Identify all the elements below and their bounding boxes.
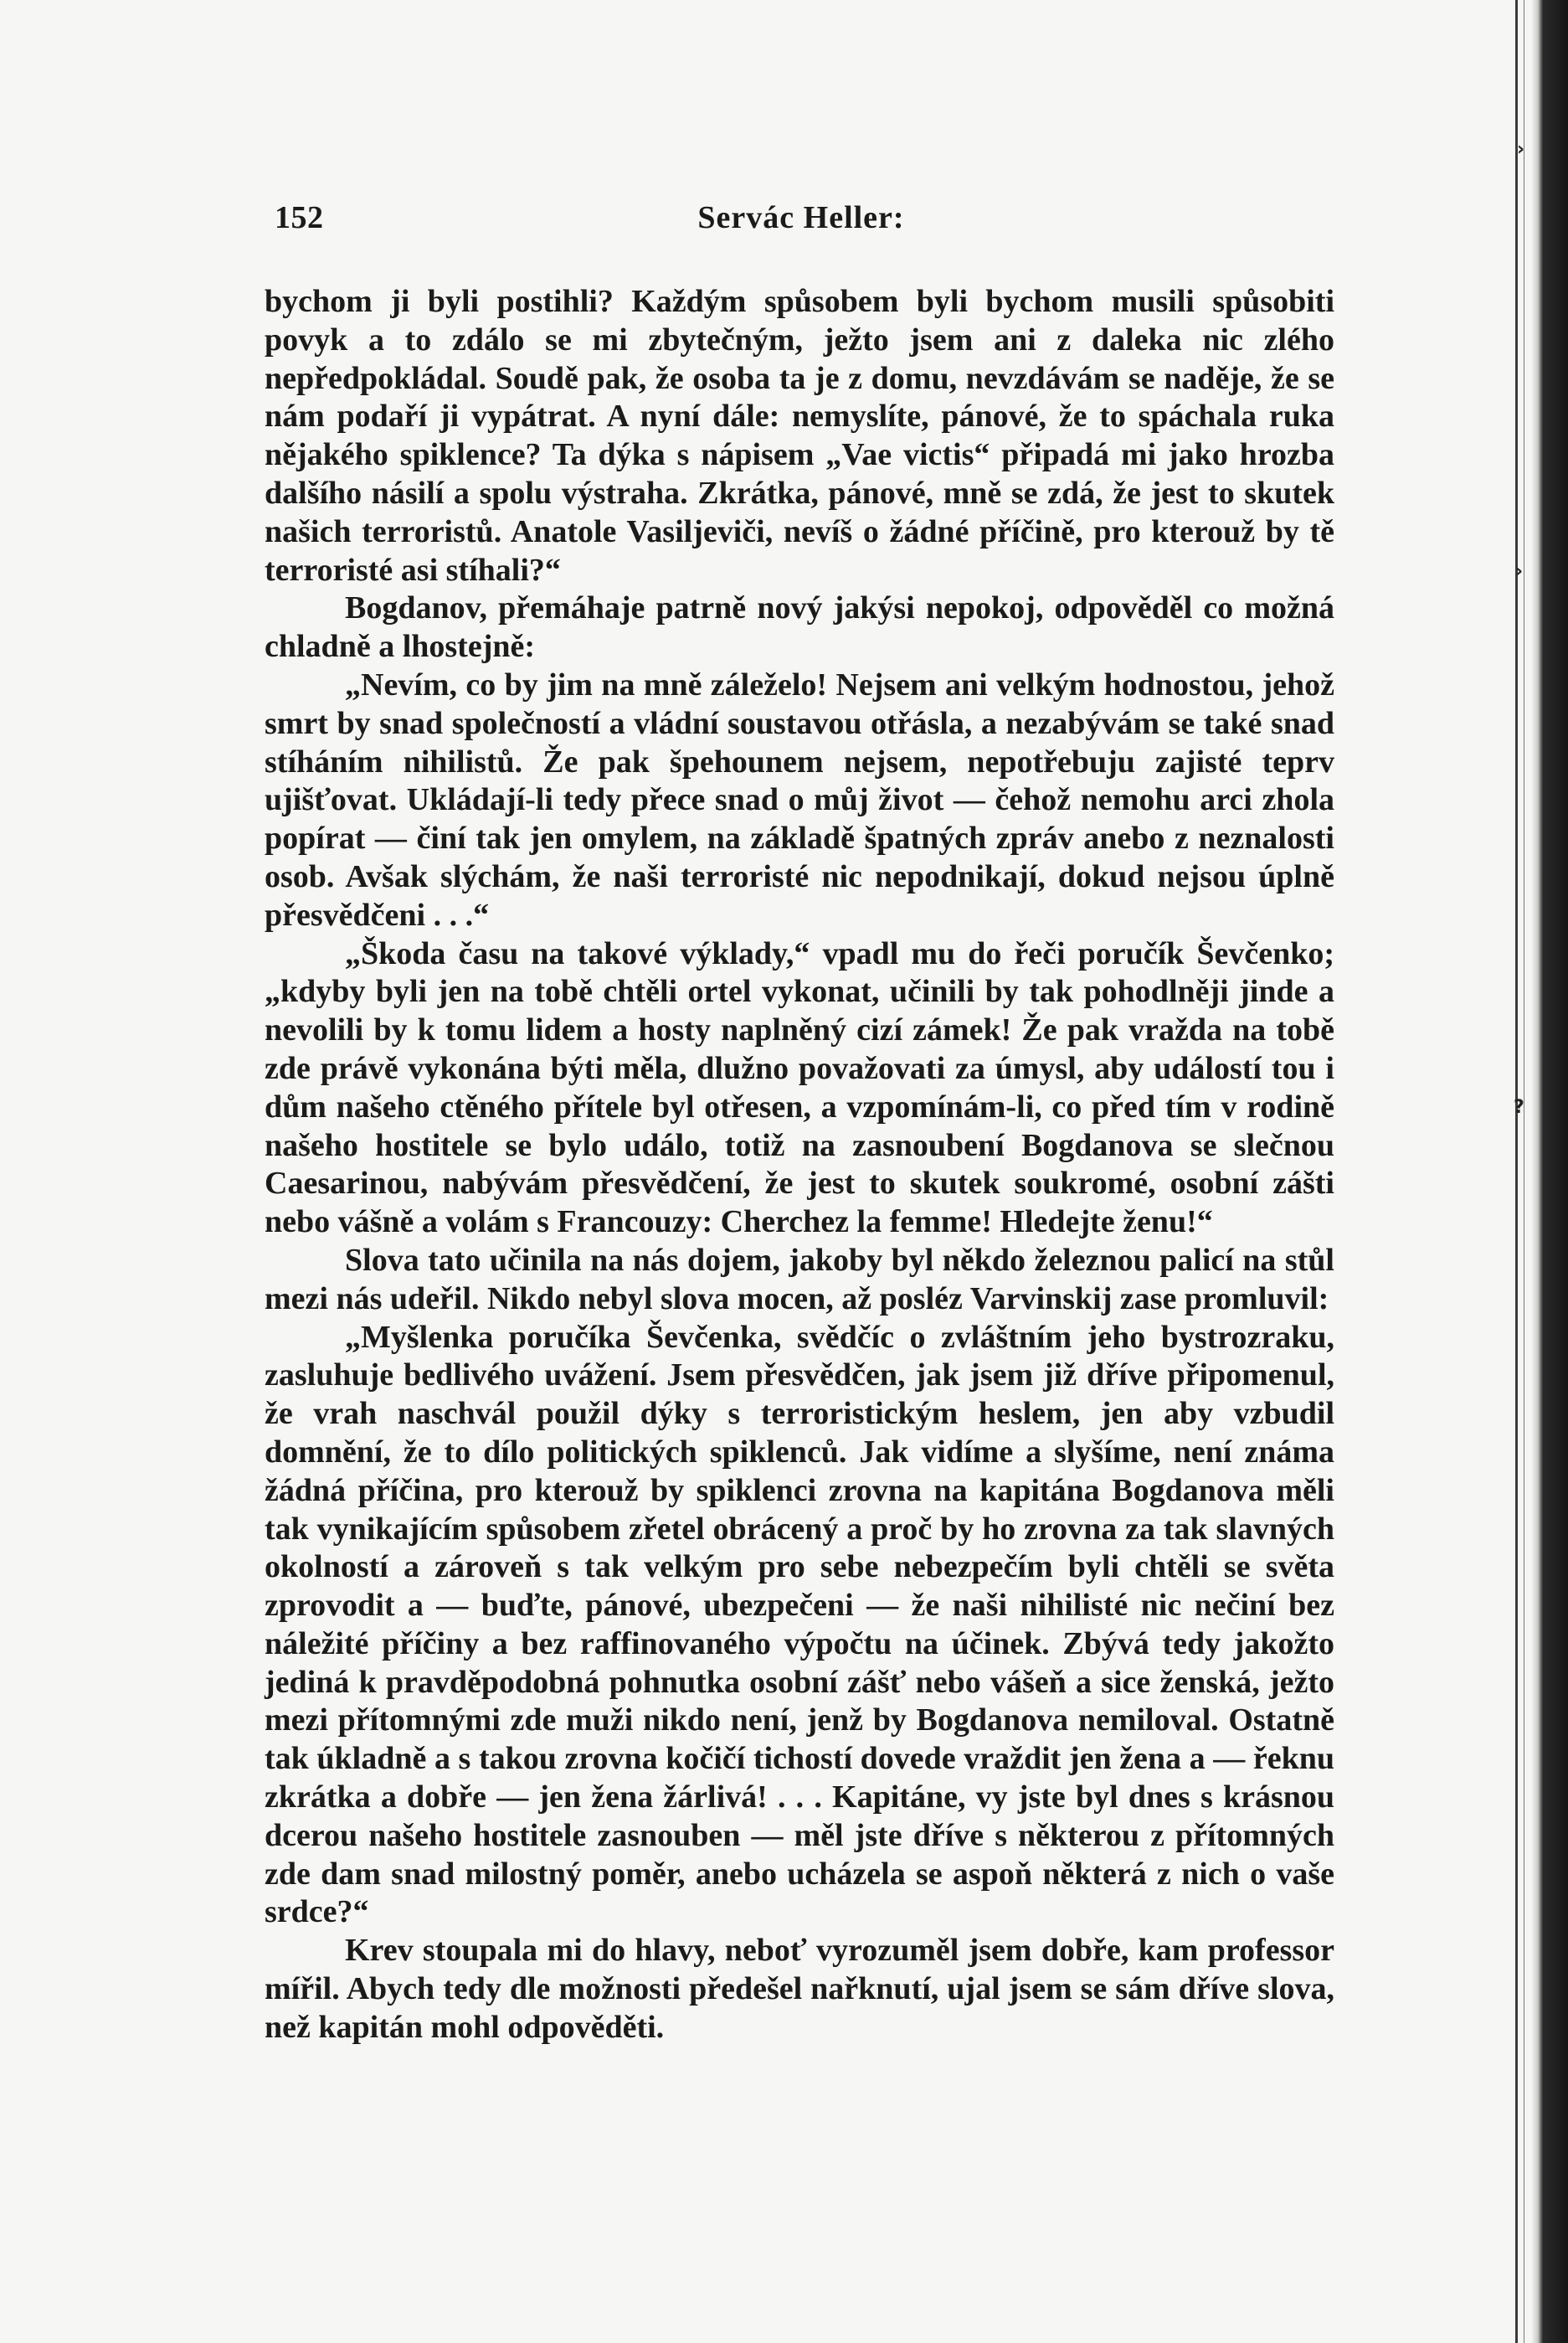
- margin-speck: ›: [1517, 139, 1525, 160]
- paragraph: Krev stoupala mi do hlavy, neboť vyrozuměl jsem dobře, kam professor mířil. Abych tedy dle možnosti předešel nařknutí, ujal jsem se sám dříve slova, než kapitán mohl odpověděti.: [265, 1933, 1334, 2045]
- paragraph: Slova tato učinila na nás dojem, jakoby byl někdo železnou palicí na stůl mezi nás udeřil. Nikdo nebyl slova mocen, až posléz Varvinskij zase promluvil:: [265, 1242, 1334, 1316]
- paragraph: „Škoda času na takové výklady,“ vpadl mu do řeči poručík Ševčenko; „kdyby byli jen na tobě chtěli ortel vykonat, učinili by tak pohodlněji jinde a nevolili by k tomu lidem a hosty naplněný cizí zámek! Že pak vražda na tobě zde právě vykonána býti měla, dlužno považovati za úmysl, aby událostí tou i dům našeho ctěného přítele byl otřesen, a vzpomínám-li, co před tím v rodině našeho hostitele se bylo událo, totiž na zasnoubení Bogdanova se slečnou Caesarinou, nabývám přesvědčení, že jest to skutek soukromé, osobní zášti nebo vášně a volám s Francouzy: Cherchez la femme! Hledejte ženu!“: [265, 935, 1334, 1240]
- page-edge-line: [1515, 0, 1518, 2343]
- book-spine-shadow: [1531, 0, 1568, 2343]
- body-text: [265, 283, 1334, 2047]
- page-header: [275, 199, 1328, 241]
- page-number: 152: [275, 200, 324, 235]
- margin-speck: ›: [1515, 561, 1524, 582]
- paragraph: bychom ji byli postihli? Každým spůsobem byli bychom musili spůsobiti povyk a to zdálo se mi zbytečným, ježto jsem ani z daleka nic zlého nepředpokládal. Soudě pak, že osoba ta je z domu, nevzdávám se naděje, že se nám podaří ji vypátrat. A nyní dále: nemyslíte, pánové, že to spáchala ruka nějakého spiklence? Ta dýka s nápisem „Vae victis“ připadá mi jako hrozba dalšího násilí a spolu výstraha. Zkrátka, pánové, mně se zdá, že jest to skutek našich terroristů. Anatole Vasiljeviči, nevíš o žádné příčině, pro kterouž by tě terroristé asi stíhali?“: [265, 284, 1334, 588]
- margin-speck: ?: [1514, 1097, 1524, 1118]
- paragraph: Bogdanov, přemáhaje patrně nový jakýsi nepokoj, odpověděl co možná chladně a lhostejně:: [265, 590, 1334, 665]
- paragraph: „Nevím, co by jim na mně záleželo! Nejsem ani velkým hodnostou, jehož smrt by snad společností a vládní soustavou otřásla, a nezabývám se také snad stíháním nihilistů. Že pak špehounem nejsem, nepotřebuju zajisté teprv ujišťovat. Ukládají-li tedy přece snad o můj život — čehož nemohu arci zhola popírat — činí tak jen omylem, na základě špatných zpráv anebo z neznalosti osob. Avšak slýchám, že naši terroristé nic nepodnikají, dokud nejsou úplně přesvědčeni . . .“: [265, 667, 1334, 933]
- running-head: Servác Heller:: [697, 200, 905, 235]
- paragraph: „Myšlenka poručíka Ševčenka, svědčíc o zvláštním jeho bystrozraku, zasluhuje bedlivého uvážení. Jsem přesvědčen, jak jsem již dříve připomenul, že vrah naschvál použil dýky s terroristickým heslem, jen aby vzbudil domnění, že to dílo politických spiklenců. Jak vidíme a slyšíme, není známa žádná příčina, pro kterouž by spiklenci zrovna na kapitána Bogdanova měli tak vynikajícím spůsobem zřetel obrácený a proč by ho zrovna za tak slavných okolností a zároveň s tak velkým pro sebe nebezpečím byli chtěli se světa zprovodit a — buďte, pánové, ubezpečeni — že naši nihilisté nic nečiní bez náležité příčiny a bez raffinovaného výpočtu na účinek. Zbývá tedy jakožto jediná k pravděpodobná pohnutka osobní zášť nebo vášeň a sice ženská, ježto mezi přítomnými zde muži nikdo není, jenž by Bogdanova nemiloval. Ostatně tak úkladně a s takou zrovna kočičí tichostí dovede vraždit jen žena a — řeknu zkrátka a dobře — jen žena žárlivá! . . . Kapitáne, vy jste byl dnes s krásnou dcerou našeho hostitele zasnouben — měl jste dříve s některou z přítomných zde dam snad milostný poměr, anebo ucházela se aspoň některá z nich o vaše srdce?“: [265, 1319, 1334, 1930]
